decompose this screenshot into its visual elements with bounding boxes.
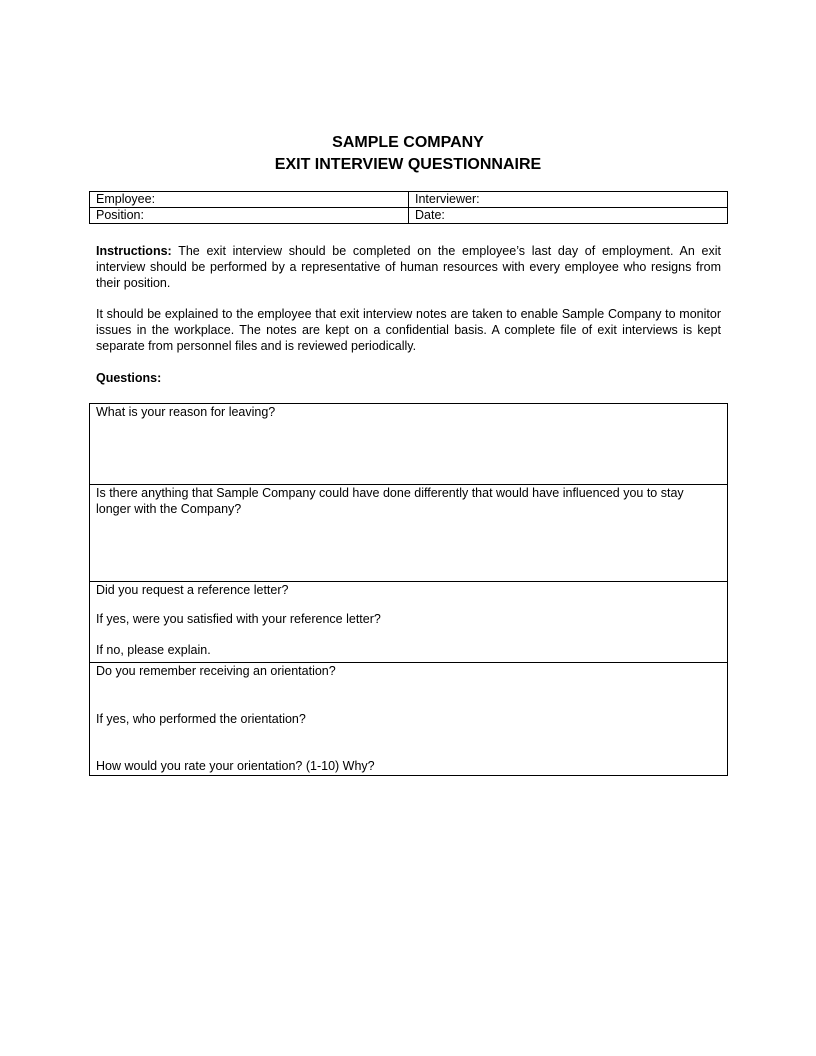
- position-field[interactable]: Position:: [90, 208, 409, 224]
- question-text: If no, please explain.: [96, 643, 211, 657]
- question-row-improvements[interactable]: [90, 485, 727, 582]
- questions-heading: Questions:: [96, 371, 162, 385]
- question-row-orientation[interactable]: [90, 663, 727, 775]
- question-text: What is your reason for leaving?: [96, 405, 276, 419]
- questions-table: [89, 403, 728, 776]
- instructions-paragraph: [96, 243, 721, 291]
- instructions-text: The exit interview should be completed on the employee’s last day of employment. An exit interview should be performed by a representative of human resources with every employee who resigns from their position.: [96, 244, 721, 290]
- question-text: Do you remember receiving an orientation?: [96, 664, 336, 678]
- instructions-label: Instructions:: [96, 244, 172, 258]
- question-text: If yes, who performed the orientation?: [96, 712, 306, 726]
- question-text: How would you rate your orientation? (1-10) Why?: [96, 759, 375, 773]
- interviewer-field[interactable]: Interviewer:: [409, 192, 728, 208]
- question-row-reason[interactable]: [90, 404, 727, 485]
- confidentiality-paragraph: It should be explained to the employee that exit interview notes are taken to enable Sample Company to monitor issues in the workplace. The notes are kept on a confidential basis. A complete file of exit interviews is kept separate from personnel files and is reviewed periodically.: [96, 307, 721, 353]
- question-text: Did you request a reference letter?: [96, 583, 289, 597]
- document-title: EXIT INTERVIEW QUESTIONNAIRE: [274, 156, 542, 173]
- employee-field[interactable]: Employee:: [90, 192, 409, 208]
- question-text: If yes, were you satisfied with your reference letter?: [96, 612, 381, 626]
- question-row-reference-letter[interactable]: [90, 582, 727, 663]
- date-field[interactable]: Date:: [409, 208, 728, 224]
- company-name: SAMPLE COMPANY: [332, 134, 484, 151]
- question-text: Is there anything that Sample Company could have done differently that would have influenced you to stay longer with the Company?: [96, 486, 684, 516]
- employee-info-table: [89, 191, 728, 224]
